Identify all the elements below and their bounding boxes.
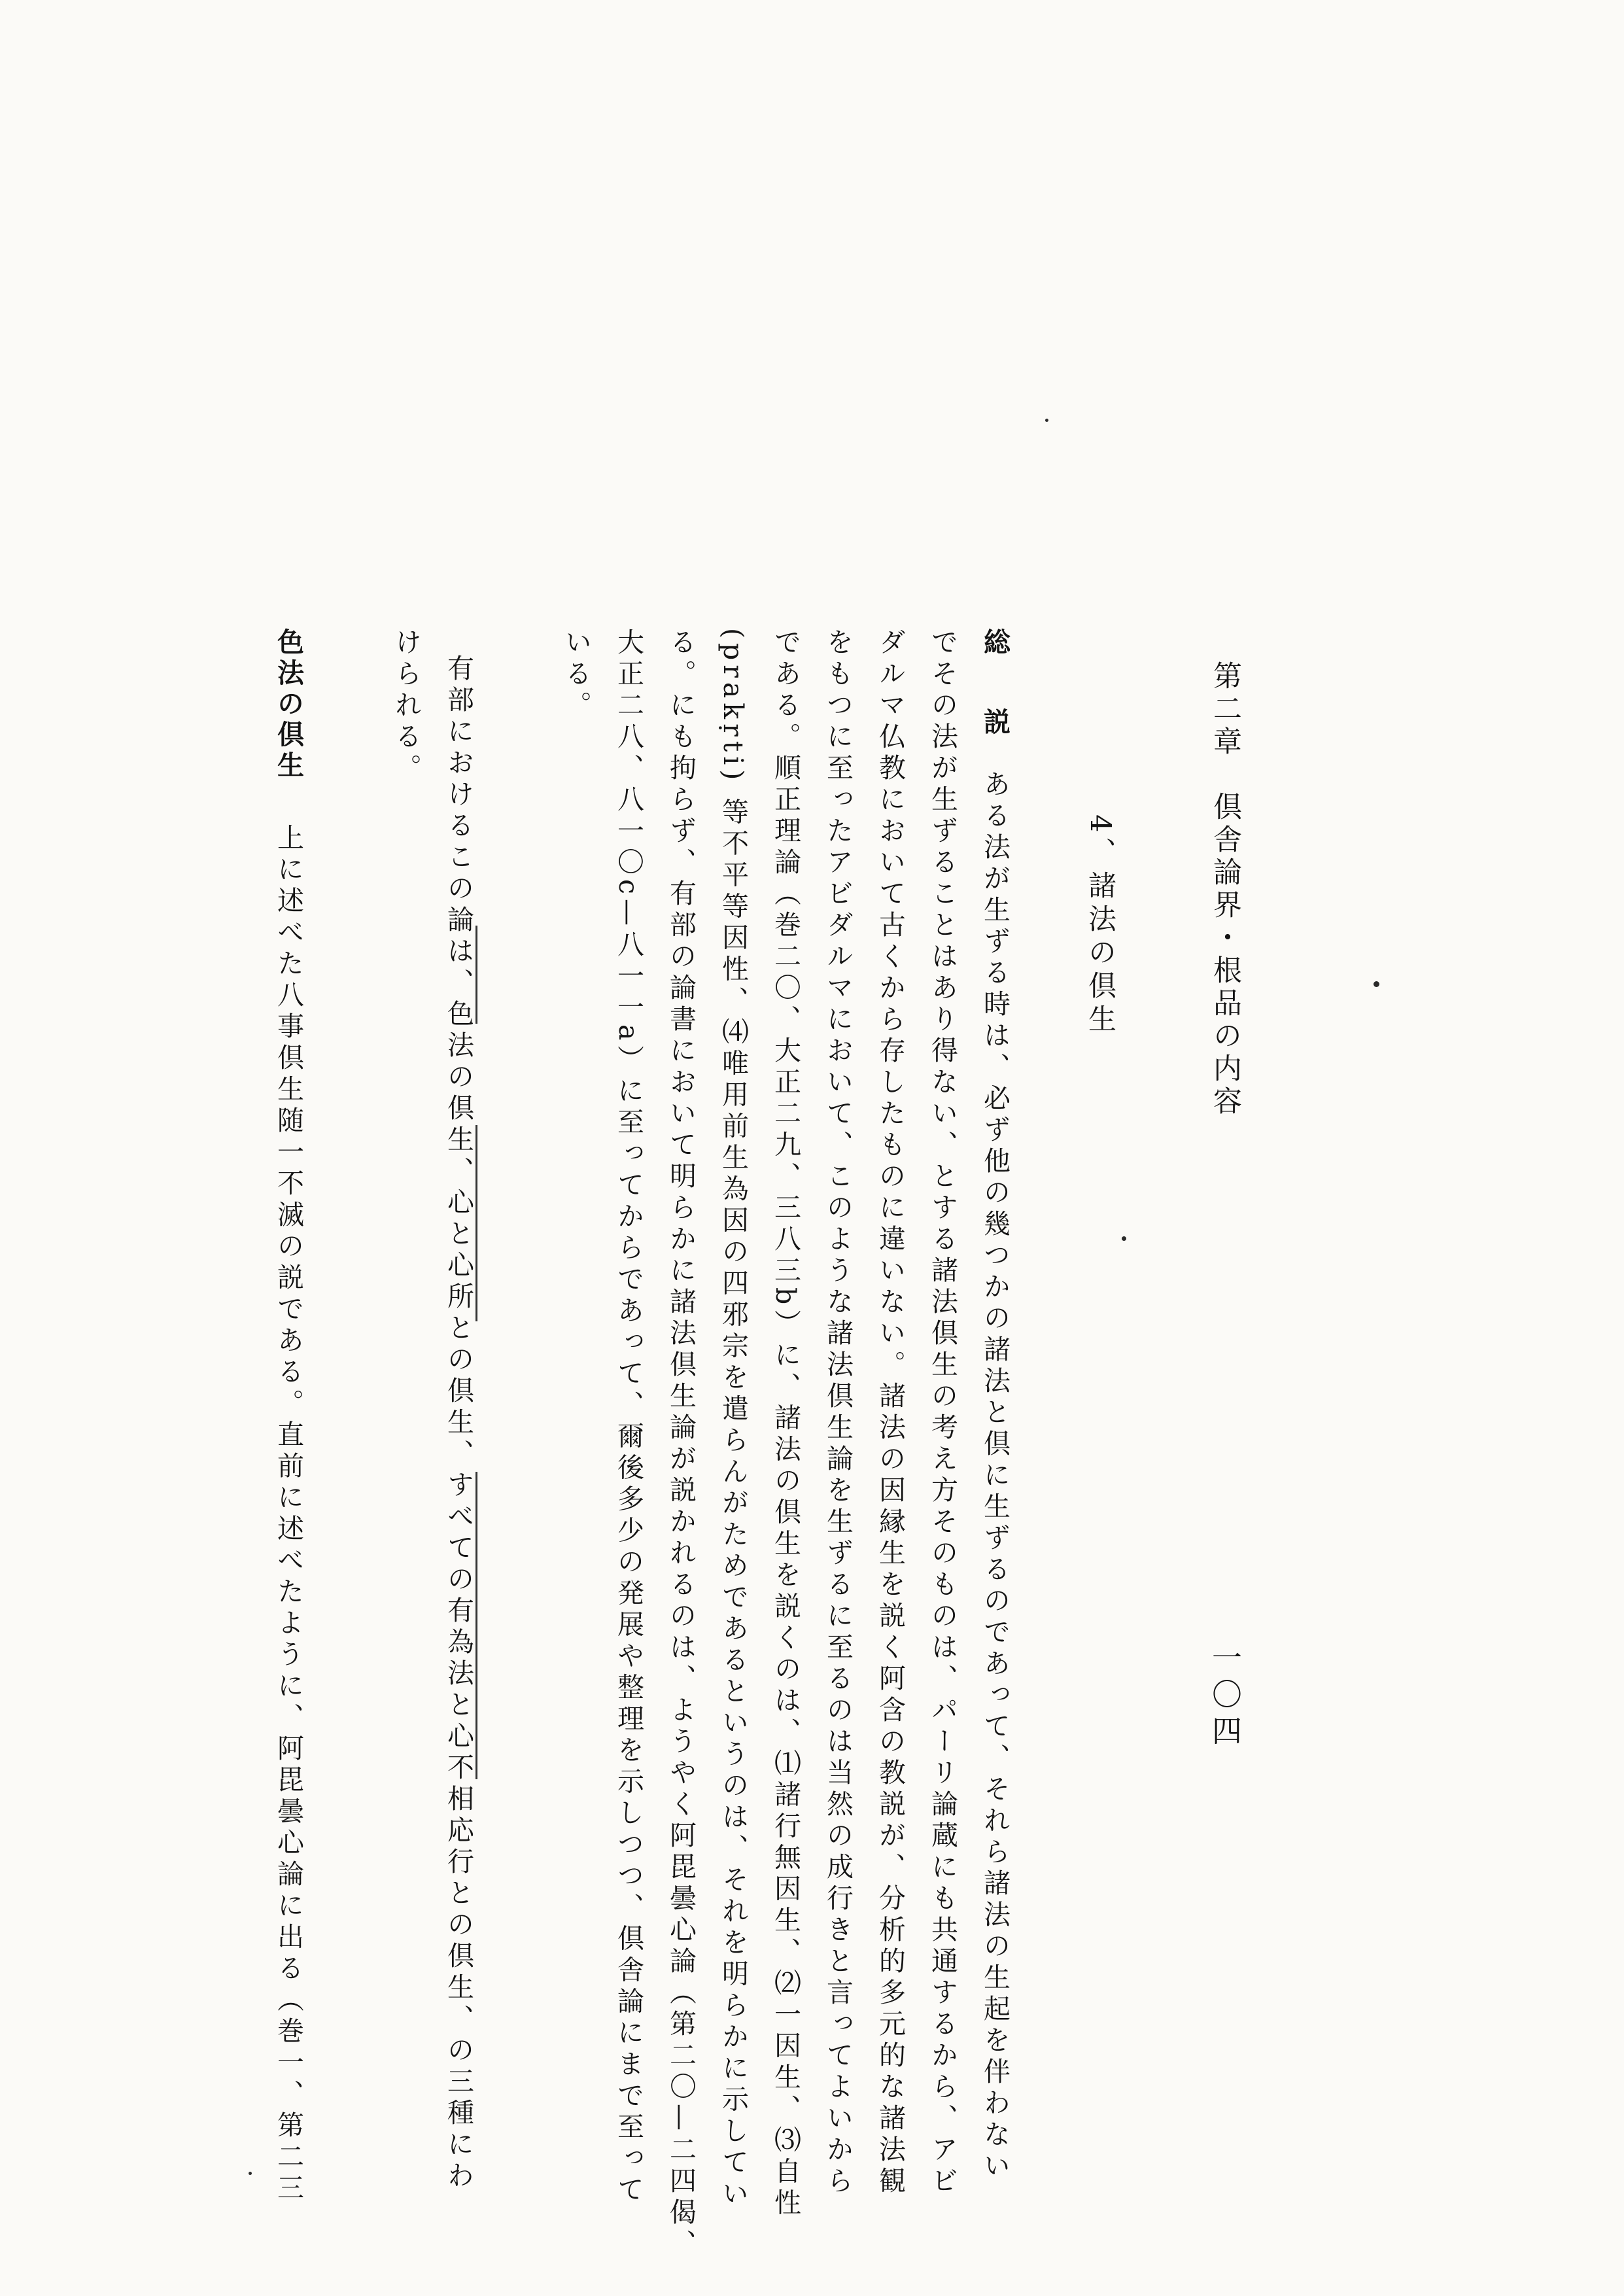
body-text-1: ある法が生ずる時は、必ず他の幾つかの諸法と倶に生ずるのであって、それら諸法の生起を伴わない (979, 770, 1011, 2183)
body-line-12 (275, 628, 302, 2205)
body-line-11: けられる。 (390, 628, 422, 785)
page-number: 一〇四 (1207, 1642, 1243, 1752)
last-label: 色法の倶生 (273, 628, 304, 782)
body-line-2: でその法が生ずることはあり得ない、とする諸法倶生の考え方そのものは、パーリ論蔵にも共通するから、アビ (927, 628, 958, 2198)
lead-label: 総 説 (979, 628, 1011, 748)
section-heading: 4、諸法の倶生 (1084, 814, 1116, 1038)
speck (1122, 1236, 1126, 1241)
body-line-3: ダルマ仏教において古くから存したものに違いない。諸法の因縁生を説く阿含の教説が、分析的多元的な諸法観 (874, 628, 906, 2198)
body-line-1 (979, 628, 1011, 2183)
pen-mark (475, 1472, 477, 1779)
speck (1373, 981, 1379, 987)
speck (1045, 419, 1048, 422)
body-line-6: (prakṛti) 等不平等因性、⑷唯用前生為因の四邪宗を遣らんがためであるというのは、それを明らかに示してい (717, 628, 749, 2211)
body-line-10: 有部におけるこの論は、色法の倶生、心と心所との倶生、すべての有為法と心不相応行との倶生、の三種にわ (443, 654, 474, 2193)
body-text-12: 上に述べた八事倶生随一不滅の説である。直前に述べたように、阿毘曇心論に出る（巻一、第二三 (273, 824, 304, 2205)
body-line-7: る。にも拘らず、有部の論書において明らかに諸法倶生論が説かれるのは、ようやく阿毘曇心論（第二〇—二四偈、 (665, 628, 697, 2261)
pen-mark (475, 926, 477, 1024)
body-line-5: である。順正理論（巻二〇、大正二九、三八三b）に、諸法の倶生を説くのは、⑴諸行無因生、⑵一因生、⑶自性 (770, 628, 801, 2220)
pen-mark (475, 1125, 477, 1321)
body-line-9: いる。 (561, 628, 592, 722)
body-line-4: をもつに至ったアビダルマにおいて、このような諸法倶生論を生ずるに至るのは当然の成行きと言ってよいから (822, 628, 854, 2198)
speck (249, 2172, 252, 2175)
running-head: 第二章 倶舎論界・根品の内容 (1208, 661, 1241, 1119)
body-line-8: 大正二八、八一〇c—八一一a）に至ってからであって、爾後多少の発展や整理を示しつつ、倶舎論にまで至って (613, 628, 644, 2207)
